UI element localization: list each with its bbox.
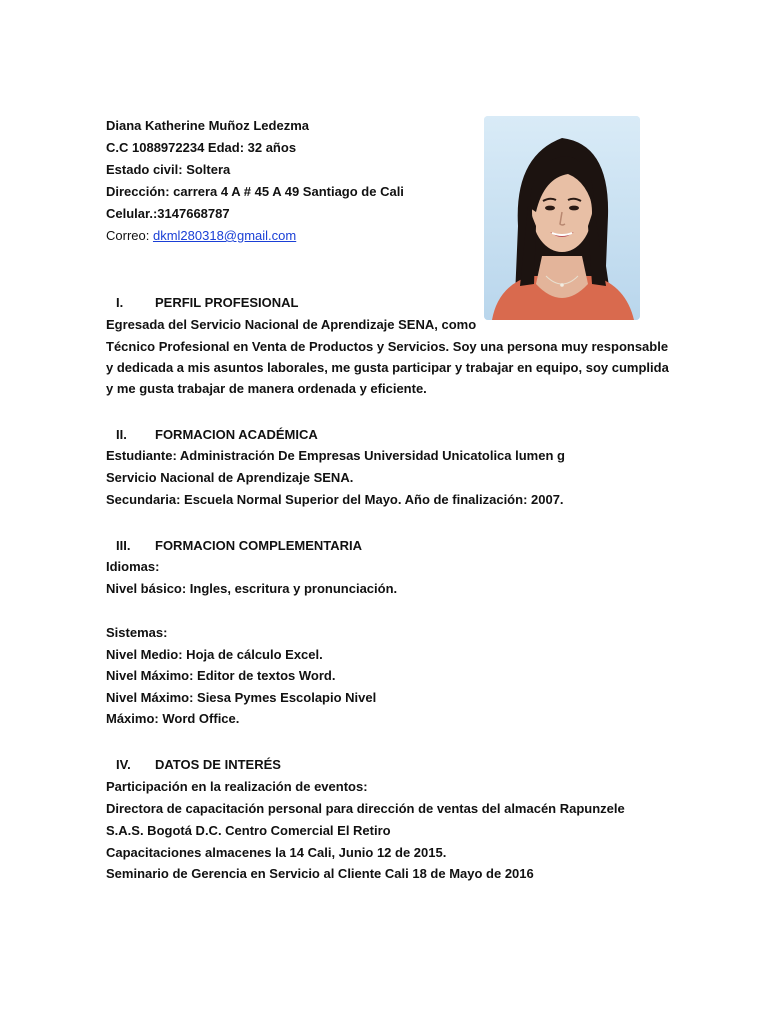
complementary-line: Nivel Máximo: Siesa Pymes Escolapio Nivel: [106, 690, 377, 705]
email-link[interactable]: dkml280318@gmail.com: [152, 228, 297, 243]
interest-line: Participación en la realización de eventos:: [106, 779, 368, 794]
education-line: Secundaria: Escuela Normal Superior del Mayo. Año de finalización: 2007.: [106, 492, 564, 507]
section-3-title: FORMACION COMPLEMENTARIA: [155, 538, 363, 553]
portrait-photo-icon: [484, 116, 640, 320]
education-line: Estudiante: Administración De Empresas Universidad Unicatolica lumen g: [106, 448, 565, 463]
full-name: Diana Katherine Muñoz Ledezma: [106, 118, 309, 133]
complementary-line: Nivel básico: Ingles, escritura y pronunciación.: [106, 581, 398, 596]
profile-line: Técnico Profesional en Venta de Productos y Servicios. Soy una persona muy responsable: [106, 339, 669, 354]
section-2-number: II.: [116, 427, 127, 442]
phone: Celular.:3147668787: [106, 206, 230, 221]
section-1-number: I.: [116, 295, 124, 310]
email-label: Correo:: [106, 228, 153, 243]
profile-line: Egresada del Servicio Nacional de Aprendizaje SENA, como: [106, 317, 477, 332]
id-and-age: C.C 1088972234 Edad: 32 años: [106, 140, 297, 155]
interest-line: Seminario de Gerencia en Servicio al Cliente Cali 18 de Mayo de 2016: [106, 866, 534, 881]
complementary-line: Idiomas:: [106, 559, 160, 574]
complementary-line: Sistemas:: [106, 625, 168, 640]
complementary-line: Máximo: Word Office.: [106, 711, 240, 726]
education-line: Servicio Nacional de Aprendizaje SENA.: [106, 470, 354, 485]
section-4-number: IV.: [116, 757, 131, 772]
civil-status: Estado civil: Soltera: [106, 162, 231, 177]
profile-line: y me gusta trabajar de manera ordenada y eficiente.: [106, 381, 427, 396]
section-3-number: III.: [116, 538, 131, 553]
interest-line: Directora de capacitación personal para dirección de ventas del almacén Rapunzele: [106, 801, 625, 816]
section-2-title: FORMACION ACADÉMICA: [155, 427, 318, 442]
section-4-title: DATOS DE INTERÉS: [155, 757, 281, 772]
complementary-line: Nivel Medio: Hoja de cálculo Excel.: [106, 647, 323, 662]
address: Dirección: carrera 4 A # 45 A 49 Santiago de Cali: [106, 184, 404, 199]
complementary-line: Nivel Máximo: Editor de textos Word.: [106, 668, 336, 683]
interest-line: S.A.S. Bogotá D.C. Centro Comercial El Retiro: [106, 823, 391, 838]
email-row: [106, 228, 296, 244]
section-1-title: PERFIL PROFESIONAL: [155, 295, 299, 310]
profile-line: y dedicada a mis asuntos laborales, me gusta participar y trabajar en equipo, soy cumplida: [106, 360, 669, 375]
interest-line: Capacitaciones almacenes la 14 Cali, Junio 12 de 2015.: [106, 845, 447, 860]
